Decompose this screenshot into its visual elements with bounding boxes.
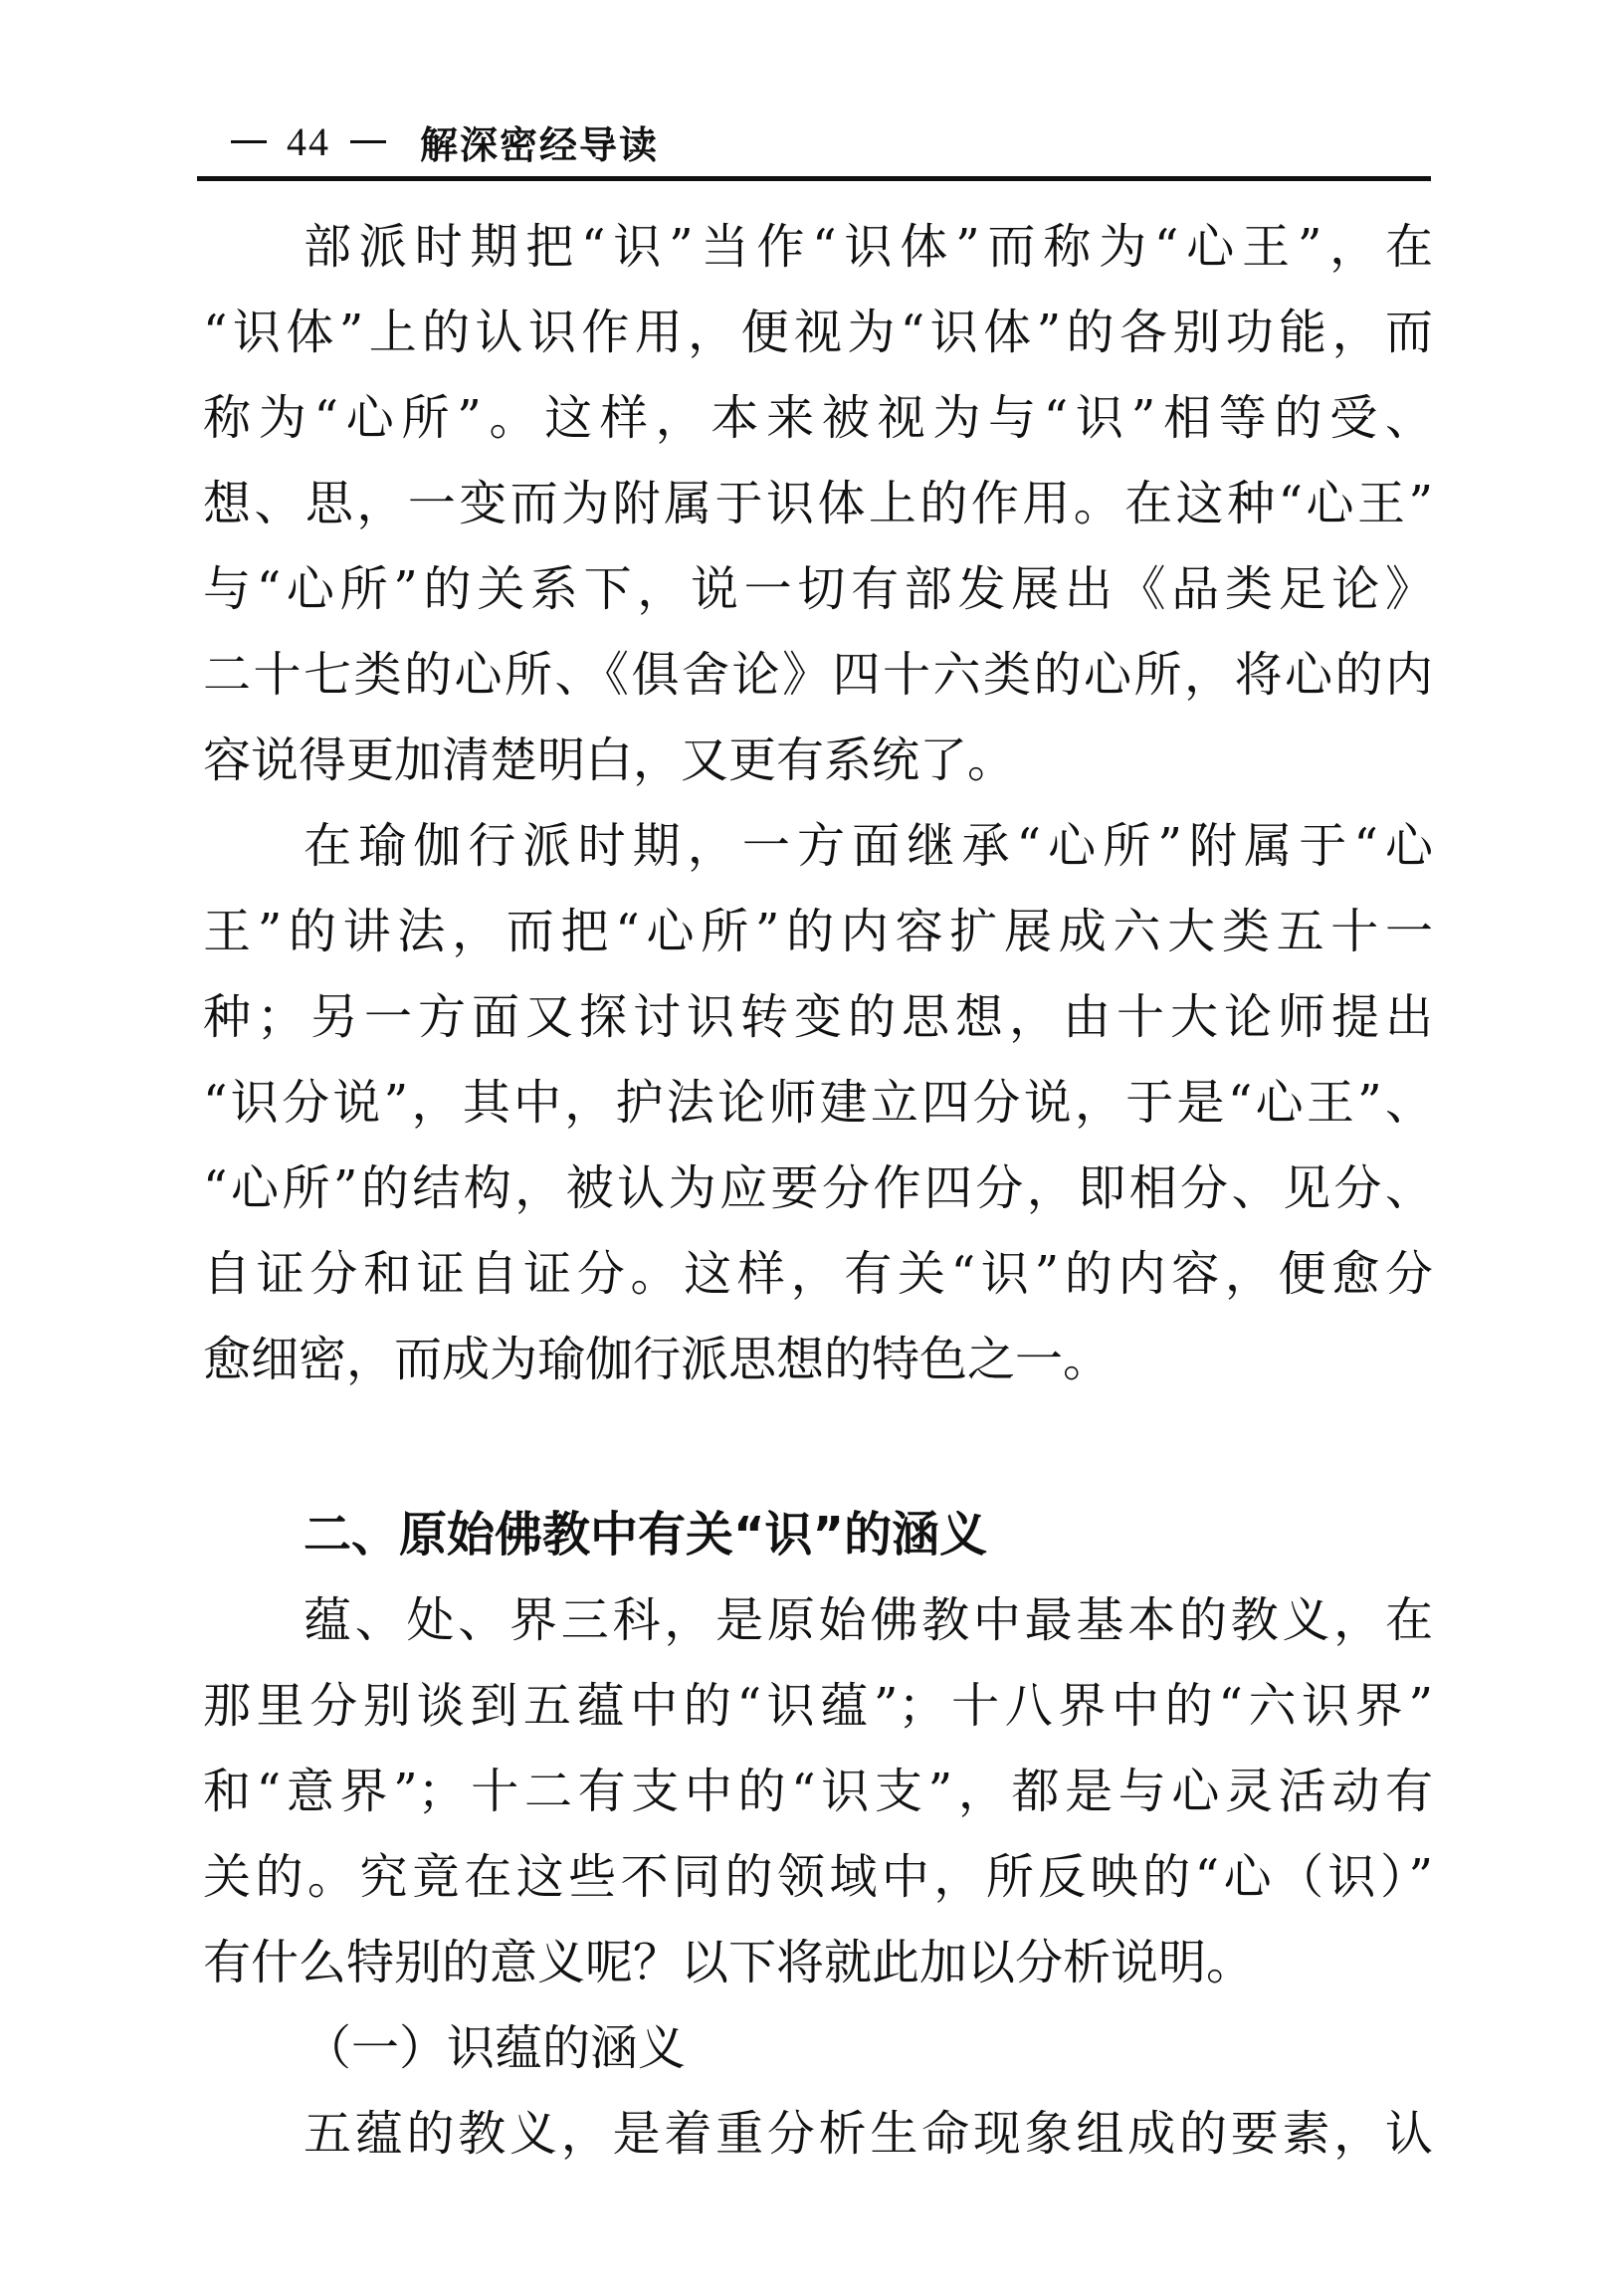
paragraph-2-line-5: “心所”的结构，被认为应要分作四分，即相分、见分、 [203, 1160, 1433, 1216]
running-head [211, 111, 659, 171]
paragraph-3-line-2: 那里分别谈到五蕴中的“识蕴”；十八界中的“六识界” [203, 1678, 1433, 1734]
book-title: 解深密经导读 [420, 122, 660, 167]
paragraph-1-line-2: “识体”上的认识作用，便视为“识体”的各别功能，而 [203, 305, 1433, 360]
paragraph-1-line-3: 称为“心所”。这样，本来被视为与“识”相等的受、 [203, 390, 1433, 446]
paragraph-2-line-2: 王”的讲法，而把“心所”的内容扩展成六大类五十一 [203, 904, 1433, 959]
dash-right [350, 140, 386, 143]
paragraph-4-line-1: 五蕴的教义，是着重分析生命现象组成的要素，认 [304, 2106, 1433, 2162]
paragraph-2-line-7: 愈细密，而成为瑜伽行派思想的特色之一。 [203, 1332, 1112, 1387]
subsection-heading: （一）识蕴的涵义 [304, 2020, 687, 2076]
paragraph-2-line-4: “识分说”，其中，护法论师建立四分说，于是“心王”、 [203, 1075, 1433, 1131]
paragraph-2-line-3: 种；另一方面又探讨识转变的思想，由十大论师提出 [203, 989, 1433, 1045]
paragraph-2-line-1: 在瑜伽行派时期，一方面继承“心所”附属于“心 [304, 818, 1433, 874]
paragraph-1-line-5: 与“心所”的关系下，说一切有部发展出《品类足论》 [203, 561, 1433, 617]
paragraph-2-line-6: 自证分和证自证分。这样，有关“识”的内容，便愈分 [203, 1246, 1433, 1302]
page-number: 44 [287, 118, 330, 164]
paragraph-1-line-7: 容说得更加清楚明白，又更有系统了。 [203, 732, 1016, 788]
paragraph-1-line-1: 部派时期把“识”当作“识体”而称为“心王”，在 [304, 219, 1433, 275]
section-heading: 二、原始佛教中有关“识”的涵义 [304, 1507, 988, 1563]
paragraph-1-line-4: 想、思，一变而为附属于识体上的作用。在这种“心王” [203, 476, 1433, 531]
dash-left [231, 140, 267, 143]
paragraph-3-line-5: 有什么特别的意义呢？以下将就此加以分析说明。 [203, 1935, 1255, 1990]
paragraph-3-line-3: 和“意界”；十二有支中的“识支”，都是与心灵活动有 [203, 1764, 1433, 1819]
paragraph-3-line-4: 关的。究竟在这些不同的领域中，所反映的“心（识）” [203, 1849, 1433, 1905]
paragraph-3-line-1: 蕴、处、界三科，是原始佛教中最基本的教义，在 [304, 1592, 1433, 1648]
header-rule [197, 176, 1431, 181]
paragraph-1-line-6: 二十七类的心所、《俱舍论》四十六类的心所，将心的内 [203, 647, 1433, 703]
